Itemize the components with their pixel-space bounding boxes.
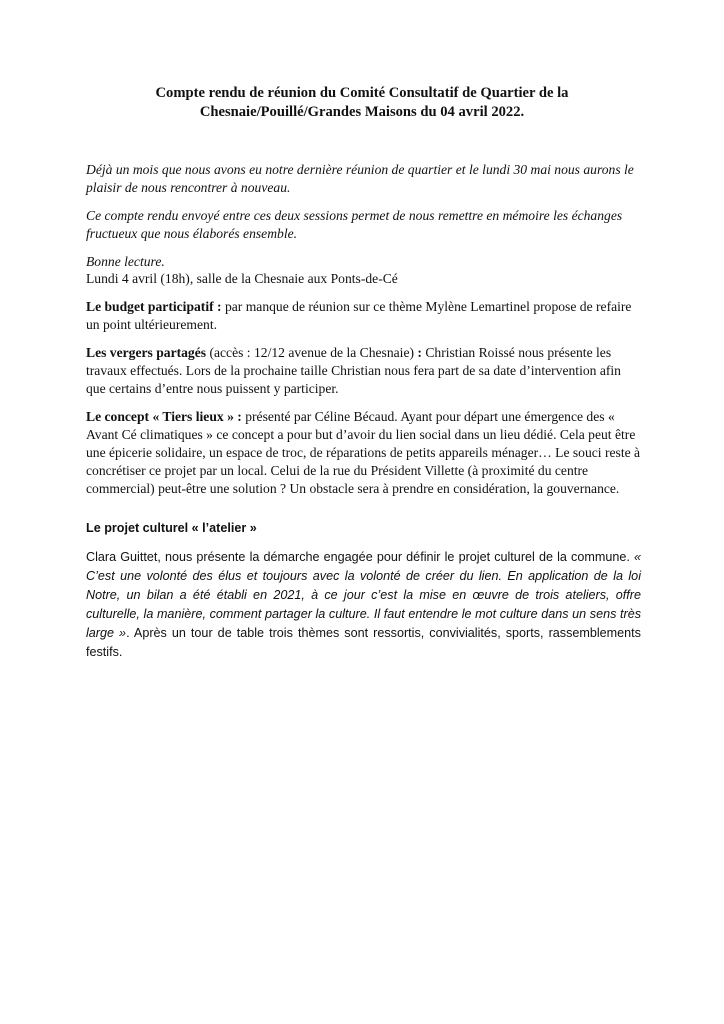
culture-paragraph <box>86 548 641 662</box>
section-text: présenté par Céline Bécaud. Ayant pour départ une émergence des « Avant Cé climatiques » ce concept a pour but d’avoir du lien social dans un lieu dédié. Cela peut être une épicerie solidaire, un espace de troc, de réparations de petits appareils ménager… Le souci reste à concrétiser ce projet par un local. Celui de la rue du Président Villette (à proximité du centre commercial) peut-être une solution ? Un obstacle sera à prendre en considération, la gouvernance. <box>86 409 641 496</box>
meeting-info: Lundi 4 avril (18h), salle de la Chesnaie aux Ponts-de-Cé <box>86 271 398 286</box>
section-heading: Le budget participatif : <box>86 299 222 314</box>
section-heading: Les vergers partagés <box>86 345 207 360</box>
title-line-1: Compte rendu de réunion du Comité Consultatif de Quartier de la <box>155 85 569 101</box>
culture-quote: « C’est une volonté des élus et toujours avec la volonté de créer du lien. En application de la loi Notre, un bilan a été établi en 2021, à ce jour c’est la mise en œuvre de trois ateliers, offre culturelle, la manière, comment partager la culture. Il faut entendre le mot culture dans un sens très large » <box>86 550 641 640</box>
intro-paragraph: Déjà un mois que nous avons eu notre dernière réunion de quartier et le lundi 30 mai nous aurons le plaisir de nous rencontrer à nouveau. <box>86 162 634 195</box>
section-subtext: (accès : 12/12 avenue de la Chesnaie) <box>206 345 418 360</box>
culture-heading: Le projet culturel « l’atelier » <box>86 521 257 535</box>
document-title <box>100 84 624 122</box>
minutes-body <box>86 270 642 508</box>
section-budget <box>86 298 642 334</box>
section-heading-colon: : <box>417 345 422 360</box>
culture-tail: . Après un tour de table trois thèmes sont ressortis, convivialités, sports, rassemblements festifs. <box>86 626 641 659</box>
intro-section <box>86 161 642 281</box>
section-text: par manque de réunion sur ce thème Mylène Lemartinel propose de refaire un point ultérieurement. <box>86 299 632 332</box>
culture-lead: Clara Guittet, nous présente la démarche engagée pour définir le projet culturel de la commune. <box>86 550 634 564</box>
section-vergers <box>86 344 642 398</box>
section-tiers-lieux <box>86 408 642 498</box>
section-heading: Le concept « Tiers lieux » : <box>86 409 242 424</box>
title-line-2: Chesnaie/Pouillé/Grandes Maisons du 04 avril 2022. <box>199 104 525 120</box>
intro-greeting: Bonne lecture. <box>86 254 165 269</box>
section-text: Christian Roissé nous présente les travaux effectués. Lors de la prochaine taille Christian nous fera part de sa date d’intervention afin que certains d’entre nous puissent y participer. <box>86 345 621 396</box>
intro-paragraph: Ce compte rendu envoyé entre ces deux sessions permet de nous remettre en mémoire les échanges fructueux que nous élaborés ensemble. <box>86 208 623 241</box>
